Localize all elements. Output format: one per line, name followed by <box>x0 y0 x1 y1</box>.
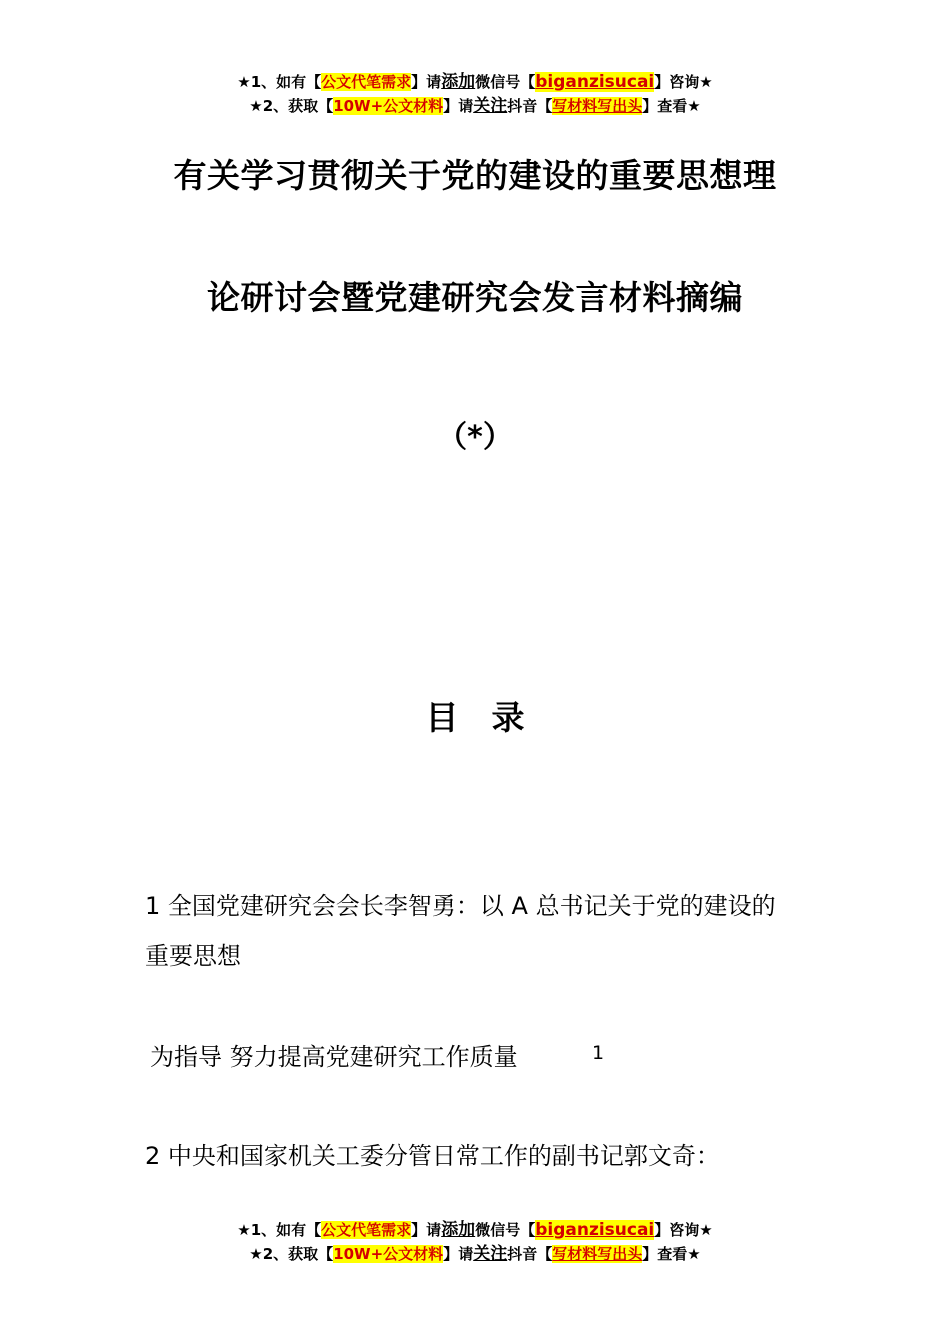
ad-highlight-materials: 10W+公文材料 <box>333 97 444 115</box>
document-subtitle: （*） <box>437 420 513 455</box>
toc-item-1-line-1: 1 全国党建研究会会长李智勇：以 A 总书记关于党的建设的 <box>145 892 776 920</box>
footer-ad-douyin-id: 写材料写出头 <box>552 1245 643 1263</box>
footer-ad-highlight-service: 公文代笔需求 <box>321 1221 412 1239</box>
header-ad <box>0 70 950 118</box>
footer-ad-highlight-materials: 10W+公文材料 <box>333 1245 444 1263</box>
toc-item-1-page-number: 1 <box>592 1042 605 1064</box>
ad-highlight-service: 公文代笔需求 <box>321 73 412 91</box>
ad-douyin-id: 写材料写出头 <box>552 97 643 115</box>
ad-underline-add: 添加 <box>441 72 476 92</box>
ad-line-1: ★1、如有【公文代笔需求】请添加微信号【biganzisucai】咨询★ <box>237 72 713 92</box>
ad-underline-follow: 关注 <box>473 96 508 116</box>
toc-item-1-line-2: 重要思想 <box>145 942 241 970</box>
ad-line-2: ★2、获取【10W+公文材料】请关注抖音【写材料写出头】查看★ <box>249 96 701 116</box>
footer-ad-line-2: ★2、获取【10W+公文材料】请关注抖音【写材料写出头】查看★ <box>249 1244 701 1264</box>
document-title-line-1: 有关学习贯彻关于党的建设的重要思想理 <box>173 156 777 195</box>
footer-ad-underline-add: 添加 <box>441 1220 476 1240</box>
footer-ad-underline-follow: 关注 <box>473 1244 508 1264</box>
footer-ad-wechat-id: biganzisucai <box>535 1220 655 1240</box>
toc-item-2-line-1: 2 中央和国家机关工委分管日常工作的副书记郭文奇： <box>145 1142 720 1170</box>
ad-wechat-id: biganzisucai <box>535 72 655 92</box>
footer-ad-line-1: ★1、如有【公文代笔需求】请添加微信号【biganzisucai】咨询★ <box>237 1220 713 1240</box>
footer-ad <box>0 1218 950 1266</box>
toc-item-1-line-3: 为指导 努力提高党建研究工作质量 <box>150 1043 518 1071</box>
document-title-line-2: 论研讨会暨党建研究会发言材料摘编 <box>207 278 743 317</box>
toc-heading: 目 录 <box>425 698 525 737</box>
